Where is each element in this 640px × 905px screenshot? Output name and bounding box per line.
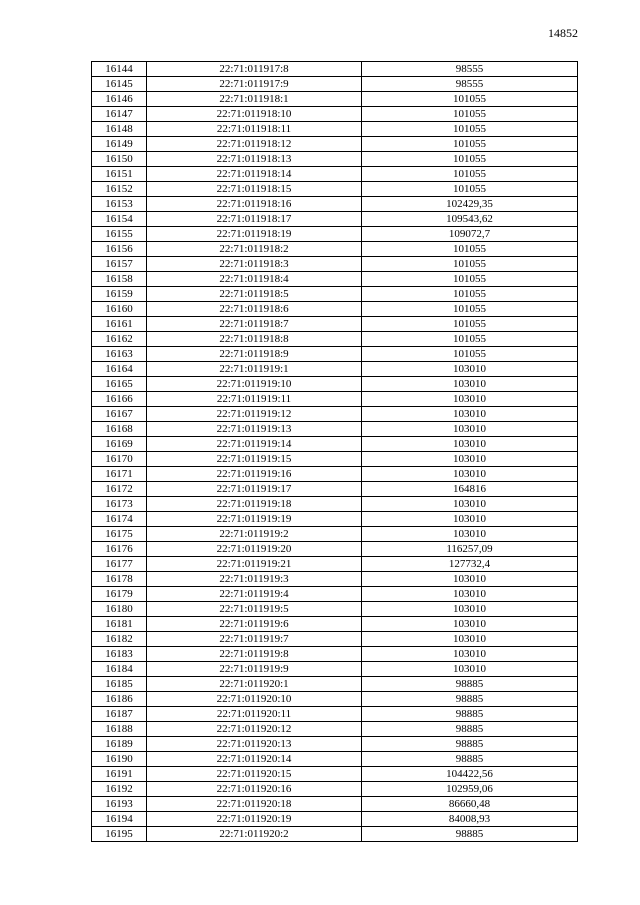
table-row xyxy=(92,272,578,287)
value-cell: 101055 xyxy=(362,107,578,122)
row-number-cell: 16175 xyxy=(92,527,147,542)
cadastral-number-cell: 22:71:011919:6 xyxy=(147,617,362,632)
cadastral-number-cell: 22:71:011919:15 xyxy=(147,452,362,467)
value-cell: 103010 xyxy=(362,437,578,452)
value-cell: 101055 xyxy=(362,92,578,107)
row-number-cell: 16193 xyxy=(92,797,147,812)
row-number-cell: 16148 xyxy=(92,122,147,137)
cadastral-number-cell: 22:71:011920:18 xyxy=(147,797,362,812)
row-number-cell: 16178 xyxy=(92,572,147,587)
row-number-cell: 16190 xyxy=(92,752,147,767)
value-cell: 109543,62 xyxy=(362,212,578,227)
cadastral-number-cell: 22:71:011918:14 xyxy=(147,167,362,182)
cadastral-number-cell: 22:71:011918:17 xyxy=(147,212,362,227)
cadastral-number-cell: 22:71:011920:13 xyxy=(147,737,362,752)
table-row xyxy=(92,137,578,152)
value-cell: 101055 xyxy=(362,242,578,257)
value-cell: 103010 xyxy=(362,632,578,647)
row-number-cell: 16167 xyxy=(92,407,147,422)
table-row xyxy=(92,482,578,497)
table-row xyxy=(92,347,578,362)
cadastral-number-cell: 22:71:011919:21 xyxy=(147,557,362,572)
row-number-cell: 16172 xyxy=(92,482,147,497)
table-row xyxy=(92,782,578,797)
row-number-cell: 16195 xyxy=(92,827,147,842)
cadastral-number-cell: 22:71:011918:16 xyxy=(147,197,362,212)
table-row xyxy=(92,227,578,242)
row-number-cell: 16187 xyxy=(92,707,147,722)
cadastral-number-cell: 22:71:011918:12 xyxy=(147,137,362,152)
value-cell: 84008,93 xyxy=(362,812,578,827)
table-row xyxy=(92,167,578,182)
row-number-cell: 16164 xyxy=(92,362,147,377)
table-row xyxy=(92,122,578,137)
cadastral-number-cell: 22:71:011919:11 xyxy=(147,392,362,407)
table-row xyxy=(92,647,578,662)
cadastral-number-cell: 22:71:011918:6 xyxy=(147,302,362,317)
table-row xyxy=(92,287,578,302)
table-row xyxy=(92,212,578,227)
value-cell: 98555 xyxy=(362,62,578,77)
cadastral-number-cell: 22:71:011920:2 xyxy=(147,827,362,842)
cadastral-number-cell: 22:71:011918:15 xyxy=(147,182,362,197)
registry-table xyxy=(91,61,578,842)
value-cell: 103010 xyxy=(362,527,578,542)
table-row xyxy=(92,677,578,692)
table-row xyxy=(92,662,578,677)
value-cell: 109072,7 xyxy=(362,227,578,242)
value-cell: 116257,09 xyxy=(362,542,578,557)
table-row xyxy=(92,437,578,452)
cadastral-number-cell: 22:71:011920:10 xyxy=(147,692,362,707)
cadastral-number-cell: 22:71:011917:9 xyxy=(147,77,362,92)
table-row xyxy=(92,737,578,752)
table-row xyxy=(92,422,578,437)
row-number-cell: 16176 xyxy=(92,542,147,557)
row-number-cell: 16174 xyxy=(92,512,147,527)
row-number-cell: 16151 xyxy=(92,167,147,182)
cadastral-number-cell: 22:71:011920:14 xyxy=(147,752,362,767)
row-number-cell: 16170 xyxy=(92,452,147,467)
value-cell: 101055 xyxy=(362,317,578,332)
value-cell: 103010 xyxy=(362,647,578,662)
cadastral-number-cell: 22:71:011918:19 xyxy=(147,227,362,242)
row-number-cell: 16153 xyxy=(92,197,147,212)
row-number-cell: 16177 xyxy=(92,557,147,572)
value-cell: 103010 xyxy=(362,662,578,677)
row-number-cell: 16168 xyxy=(92,422,147,437)
table-row xyxy=(92,242,578,257)
value-cell: 98885 xyxy=(362,707,578,722)
table-row xyxy=(92,797,578,812)
cadastral-number-cell: 22:71:011920:16 xyxy=(147,782,362,797)
row-number-cell: 16161 xyxy=(92,317,147,332)
value-cell: 104422,56 xyxy=(362,767,578,782)
value-cell: 98885 xyxy=(362,692,578,707)
row-number-cell: 16159 xyxy=(92,287,147,302)
cadastral-number-cell: 22:71:011918:2 xyxy=(147,242,362,257)
value-cell: 101055 xyxy=(362,302,578,317)
row-number-cell: 16169 xyxy=(92,437,147,452)
cadastral-number-cell: 22:71:011919:20 xyxy=(147,542,362,557)
value-cell: 103010 xyxy=(362,377,578,392)
row-number-cell: 16155 xyxy=(92,227,147,242)
value-cell: 98885 xyxy=(362,722,578,737)
value-cell: 103010 xyxy=(362,452,578,467)
cadastral-number-cell: 22:71:011919:17 xyxy=(147,482,362,497)
row-number-cell: 16163 xyxy=(92,347,147,362)
row-number-cell: 16152 xyxy=(92,182,147,197)
value-cell: 101055 xyxy=(362,152,578,167)
value-cell: 101055 xyxy=(362,137,578,152)
row-number-cell: 16181 xyxy=(92,617,147,632)
table-row xyxy=(92,812,578,827)
registry-table-body xyxy=(92,62,578,842)
cadastral-number-cell: 22:71:011920:11 xyxy=(147,707,362,722)
cadastral-number-cell: 22:71:011918:3 xyxy=(147,257,362,272)
value-cell: 103010 xyxy=(362,362,578,377)
value-cell: 103010 xyxy=(362,422,578,437)
table-row xyxy=(92,467,578,482)
table-row xyxy=(92,92,578,107)
cadastral-number-cell: 22:71:011919:1 xyxy=(147,362,362,377)
table-row xyxy=(92,572,578,587)
row-number-cell: 16165 xyxy=(92,377,147,392)
row-number-cell: 16183 xyxy=(92,647,147,662)
table-row xyxy=(92,827,578,842)
cadastral-number-cell: 22:71:011919:2 xyxy=(147,527,362,542)
value-cell: 103010 xyxy=(362,587,578,602)
table-row xyxy=(92,302,578,317)
cadastral-number-cell: 22:71:011919:3 xyxy=(147,572,362,587)
row-number-cell: 16162 xyxy=(92,332,147,347)
cadastral-number-cell: 22:71:011919:9 xyxy=(147,662,362,677)
table-row xyxy=(92,632,578,647)
value-cell: 101055 xyxy=(362,182,578,197)
value-cell: 102429,35 xyxy=(362,197,578,212)
table-row xyxy=(92,767,578,782)
value-cell: 101055 xyxy=(362,122,578,137)
row-number-cell: 16173 xyxy=(92,497,147,512)
table-row xyxy=(92,602,578,617)
cadastral-number-cell: 22:71:011920:12 xyxy=(147,722,362,737)
row-number-cell: 16185 xyxy=(92,677,147,692)
table-row xyxy=(92,752,578,767)
row-number-cell: 16191 xyxy=(92,767,147,782)
row-number-cell: 16150 xyxy=(92,152,147,167)
value-cell: 98885 xyxy=(362,677,578,692)
cadastral-number-cell: 22:71:011920:19 xyxy=(147,812,362,827)
table-row xyxy=(92,377,578,392)
table-row xyxy=(92,182,578,197)
cadastral-number-cell: 22:71:011919:10 xyxy=(147,377,362,392)
value-cell: 98885 xyxy=(362,827,578,842)
cadastral-number-cell: 22:71:011918:10 xyxy=(147,107,362,122)
row-number-cell: 16166 xyxy=(92,392,147,407)
table-row xyxy=(92,557,578,572)
row-number-cell: 16154 xyxy=(92,212,147,227)
table-row xyxy=(92,617,578,632)
value-cell: 101055 xyxy=(362,272,578,287)
cadastral-number-cell: 22:71:011918:9 xyxy=(147,347,362,362)
table-row xyxy=(92,392,578,407)
table-row xyxy=(92,257,578,272)
value-cell: 103010 xyxy=(362,467,578,482)
row-number-cell: 16147 xyxy=(92,107,147,122)
cadastral-number-cell: 22:71:011918:8 xyxy=(147,332,362,347)
row-number-cell: 16144 xyxy=(92,62,147,77)
cadastral-number-cell: 22:71:011918:7 xyxy=(147,317,362,332)
row-number-cell: 16171 xyxy=(92,467,147,482)
value-cell: 98885 xyxy=(362,752,578,767)
row-number-cell: 16145 xyxy=(92,77,147,92)
row-number-cell: 16192 xyxy=(92,782,147,797)
cadastral-number-cell: 22:71:011918:4 xyxy=(147,272,362,287)
row-number-cell: 16188 xyxy=(92,722,147,737)
cadastral-number-cell: 22:71:011920:1 xyxy=(147,677,362,692)
row-number-cell: 16156 xyxy=(92,242,147,257)
cadastral-number-cell: 22:71:011920:15 xyxy=(147,767,362,782)
value-cell: 101055 xyxy=(362,332,578,347)
cadastral-number-cell: 22:71:011919:7 xyxy=(147,632,362,647)
value-cell: 86660,48 xyxy=(362,797,578,812)
cadastral-number-cell: 22:71:011918:11 xyxy=(147,122,362,137)
cadastral-number-cell: 22:71:011919:13 xyxy=(147,422,362,437)
table-row xyxy=(92,512,578,527)
cadastral-number-cell: 22:71:011919:4 xyxy=(147,587,362,602)
row-number-cell: 16146 xyxy=(92,92,147,107)
row-number-cell: 16160 xyxy=(92,302,147,317)
value-cell: 164816 xyxy=(362,482,578,497)
cadastral-number-cell: 22:71:011917:8 xyxy=(147,62,362,77)
table-row xyxy=(92,542,578,557)
value-cell: 98885 xyxy=(362,737,578,752)
value-cell: 101055 xyxy=(362,347,578,362)
cadastral-number-cell: 22:71:011918:5 xyxy=(147,287,362,302)
row-number-cell: 16157 xyxy=(92,257,147,272)
row-number-cell: 16184 xyxy=(92,662,147,677)
cadastral-number-cell: 22:71:011918:1 xyxy=(147,92,362,107)
table-row xyxy=(92,722,578,737)
value-cell: 101055 xyxy=(362,167,578,182)
value-cell: 101055 xyxy=(362,287,578,302)
cadastral-number-cell: 22:71:011919:8 xyxy=(147,647,362,662)
table-row xyxy=(92,452,578,467)
table-row xyxy=(92,587,578,602)
row-number-cell: 16189 xyxy=(92,737,147,752)
cadastral-number-cell: 22:71:011919:19 xyxy=(147,512,362,527)
cadastral-number-cell: 22:71:011919:16 xyxy=(147,467,362,482)
table-row xyxy=(92,317,578,332)
value-cell: 127732,4 xyxy=(362,557,578,572)
value-cell: 103010 xyxy=(362,497,578,512)
table-row xyxy=(92,332,578,347)
value-cell: 103010 xyxy=(362,512,578,527)
row-number-cell: 16180 xyxy=(92,602,147,617)
table-row xyxy=(92,152,578,167)
value-cell: 103010 xyxy=(362,407,578,422)
table-row xyxy=(92,77,578,92)
cadastral-number-cell: 22:71:011919:12 xyxy=(147,407,362,422)
row-number-cell: 16158 xyxy=(92,272,147,287)
row-number-cell: 16194 xyxy=(92,812,147,827)
value-cell: 101055 xyxy=(362,257,578,272)
row-number-cell: 16186 xyxy=(92,692,147,707)
value-cell: 103010 xyxy=(362,602,578,617)
cadastral-number-cell: 22:71:011918:13 xyxy=(147,152,362,167)
row-number-cell: 16149 xyxy=(92,137,147,152)
cadastral-number-cell: 22:71:011919:14 xyxy=(147,437,362,452)
table-row xyxy=(92,407,578,422)
table-row xyxy=(92,692,578,707)
row-number-cell: 16182 xyxy=(92,632,147,647)
table-row xyxy=(92,497,578,512)
cadastral-number-cell: 22:71:011919:18 xyxy=(147,497,362,512)
cadastral-number-cell: 22:71:011919:5 xyxy=(147,602,362,617)
page-number: 14852 xyxy=(548,26,578,40)
table-row xyxy=(92,362,578,377)
table-row xyxy=(92,527,578,542)
value-cell: 103010 xyxy=(362,572,578,587)
table-row xyxy=(92,62,578,77)
value-cell: 103010 xyxy=(362,617,578,632)
table-row xyxy=(92,707,578,722)
value-cell: 102959,06 xyxy=(362,782,578,797)
table-row xyxy=(92,107,578,122)
table-row xyxy=(92,197,578,212)
value-cell: 98555 xyxy=(362,77,578,92)
row-number-cell: 16179 xyxy=(92,587,147,602)
value-cell: 103010 xyxy=(362,392,578,407)
